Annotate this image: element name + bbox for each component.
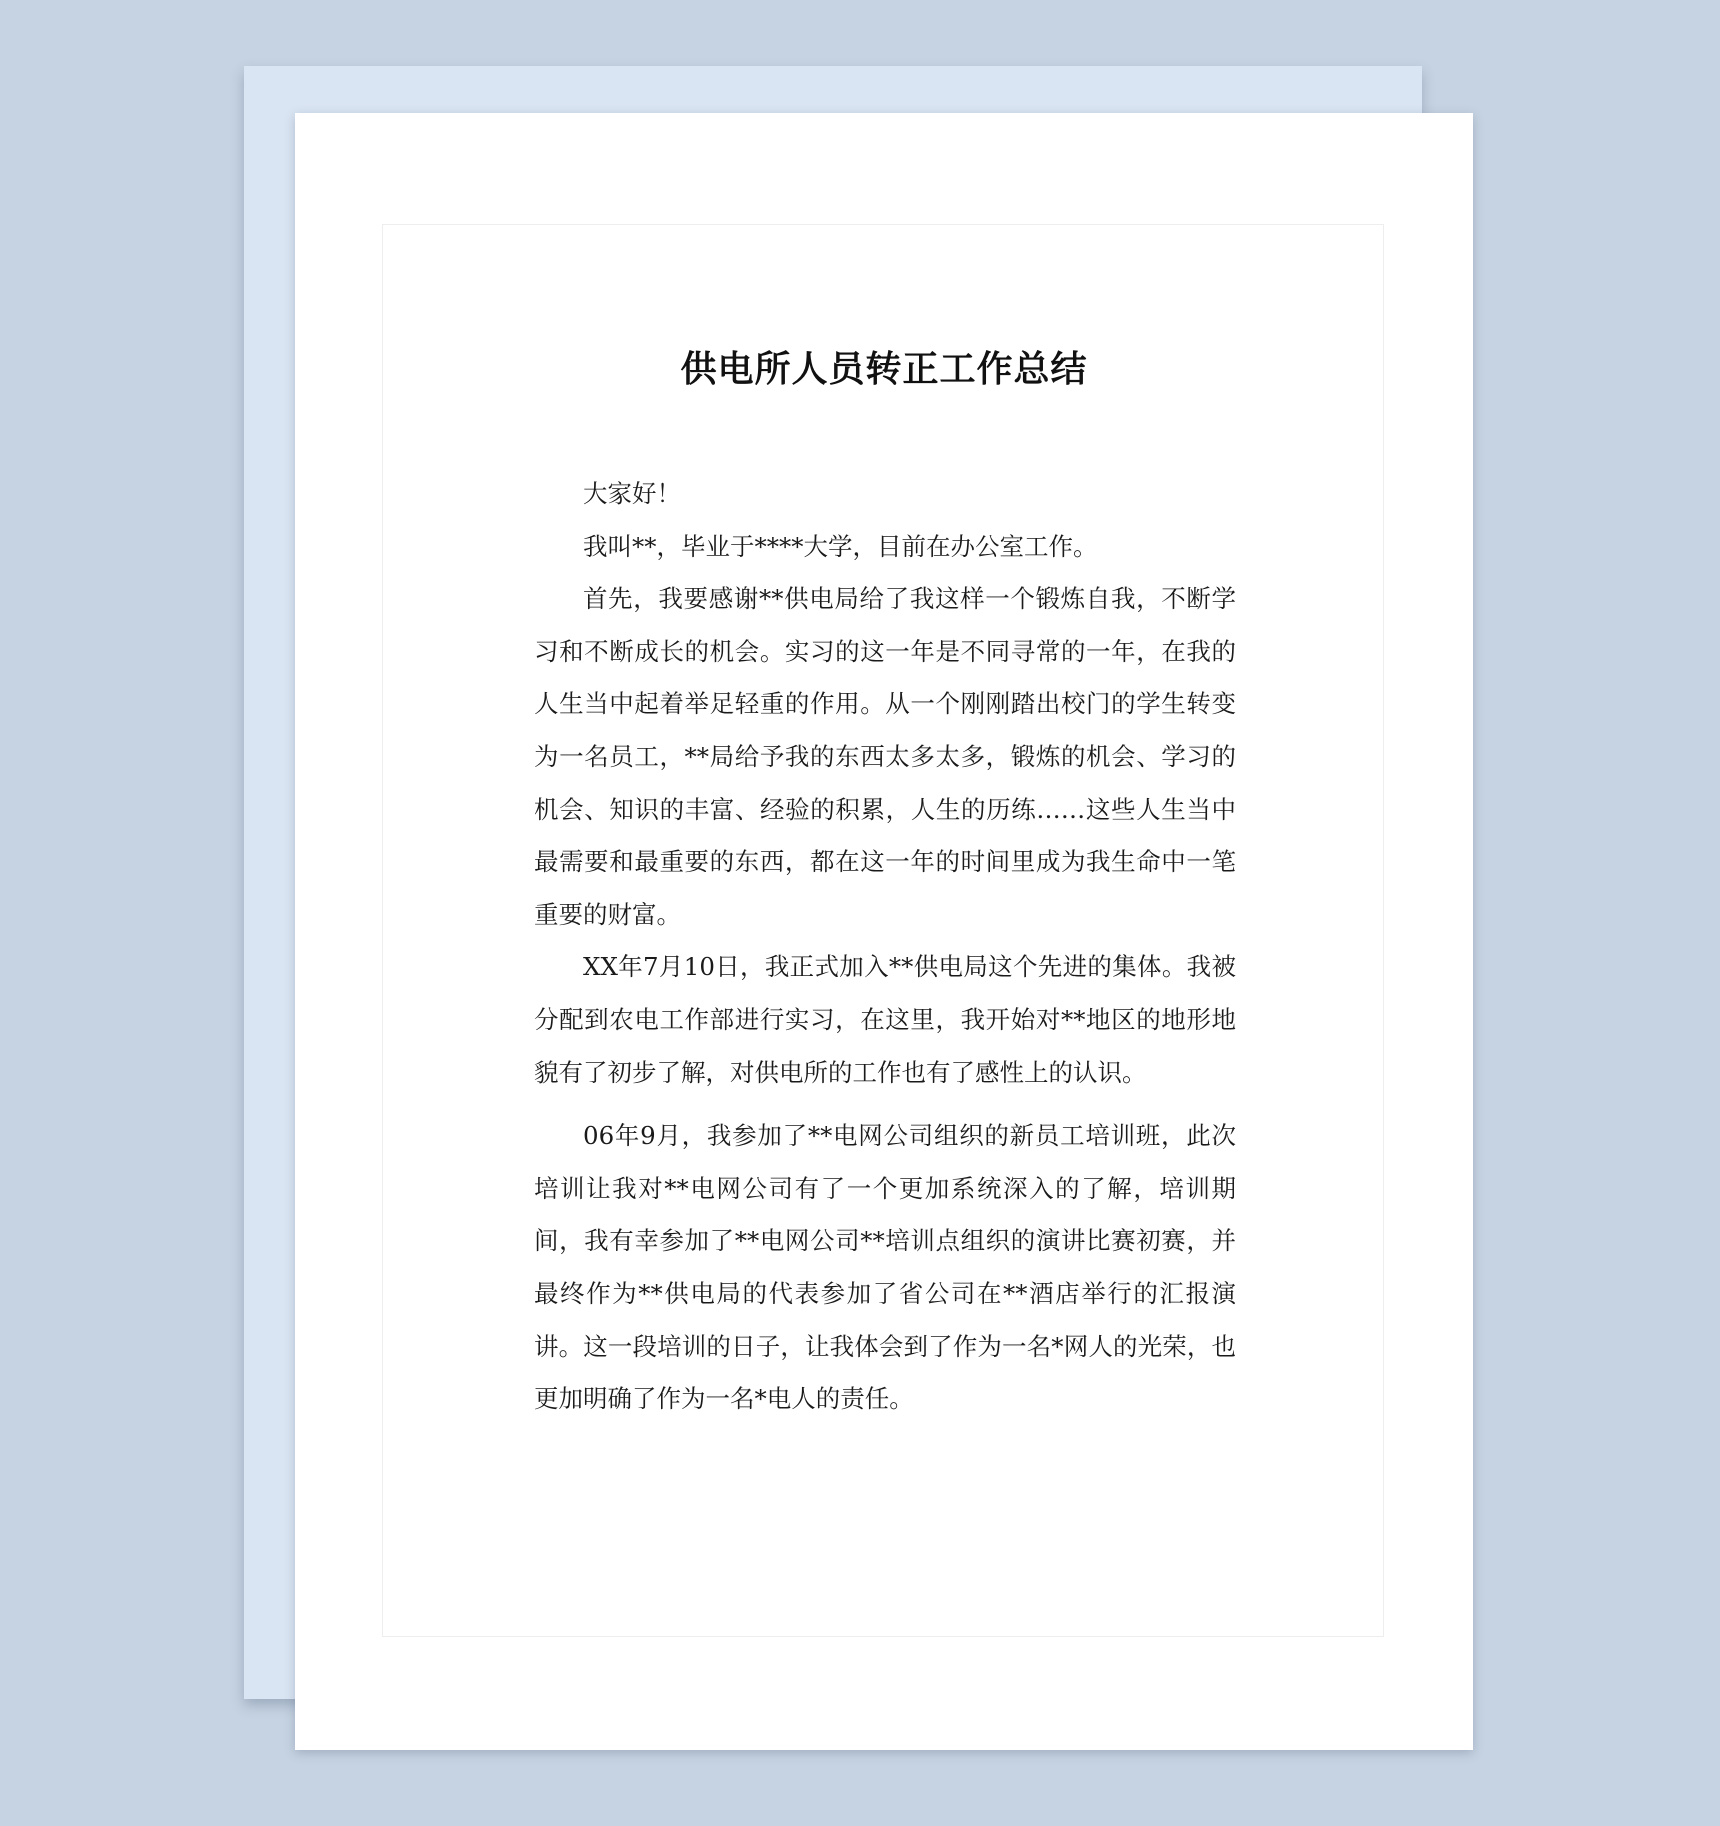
document-body — [534, 468, 1236, 1426]
thanks-paragraph: 首先，我要感谢**供电局给了我这样一个锻炼自我，不断学习和不断成长的机会。实习的这一年是不同寻常的一年，在我的人生当中起着举足轻重的作用。从一个刚刚踏出校门的学生转变为一名员工，**局给予我的东西太多太多，锻炼的机会、学习的机会、知识的丰富、经验的积累，人生的历练……这些人生当中最需要和最重要的东西，都在这一年的时间里成为我生命中一笔重要的财富。 — [534, 584, 1236, 929]
document-page — [295, 113, 1473, 1750]
greeting-paragraph: 大家好！ — [583, 479, 681, 508]
intro-paragraph: 我叫**，毕业于****大学，目前在办公室工作。 — [583, 531, 1098, 561]
document-title: 供电所人员转正工作总结 — [680, 349, 1088, 390]
joining-paragraph: XX年7月10日，我正式加入**供电局这个先进的集体。我被分配到农电工作部进行实习，在这里，我开始对**地区的地形地貌有了初步了解，对供电所的工作也有了感性上的认识。 — [534, 952, 1236, 1087]
training-paragraph: 06年9月，我参加了**电网公司组织的新员工培训班，此次培训让我对**电网公司有了一个更加系统深入的了解，培训期间，我有幸参加了**电网公司**培训点组织的演讲比赛初赛，并最终作为**供电局的代表参加了省公司在**酒店举行的汇报演讲。这一段培训的日子，让我体会到了作为一名*网人的光荣，也更加明确了作为一名*电人的责任。 — [534, 1121, 1236, 1414]
